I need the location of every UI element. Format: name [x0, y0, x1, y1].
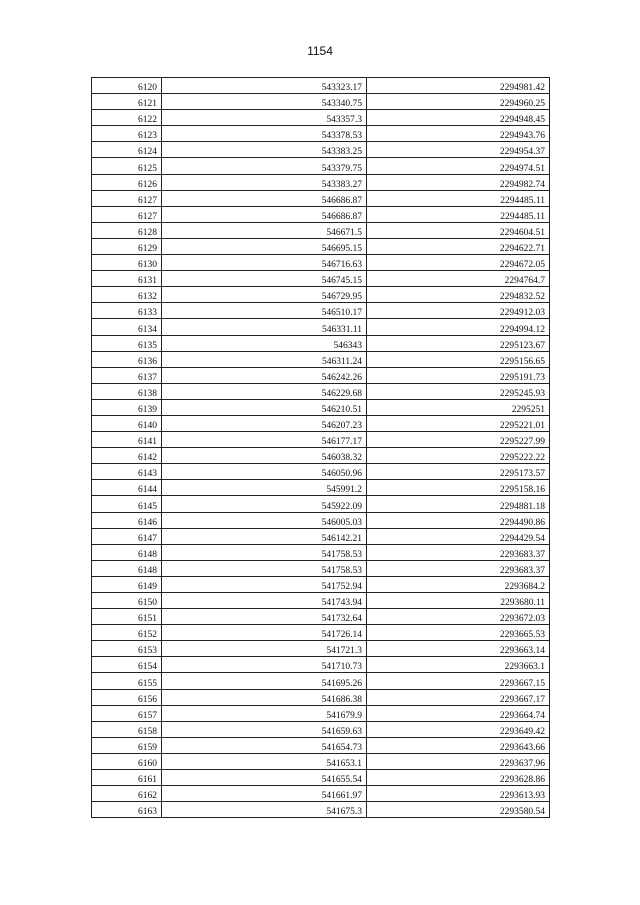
point-number-cell: 6162 — [92, 786, 162, 802]
x-coordinate-cell: 541752.94 — [162, 576, 367, 592]
x-coordinate-cell: 543340.75 — [162, 94, 367, 110]
y-coordinate-cell: 2295245.93 — [367, 383, 550, 399]
table-row — [92, 786, 550, 802]
table-row — [92, 335, 550, 351]
point-number-cell: 6147 — [92, 528, 162, 544]
table-row — [92, 319, 550, 335]
point-number-cell: 6131 — [92, 271, 162, 287]
x-coordinate-cell: 543383.27 — [162, 174, 367, 190]
table-row — [92, 737, 550, 753]
y-coordinate-cell: 2295123.67 — [367, 335, 550, 351]
table-row — [92, 480, 550, 496]
x-coordinate-cell: 545991.2 — [162, 480, 367, 496]
table-row — [92, 110, 550, 126]
y-coordinate-cell: 2294429.54 — [367, 528, 550, 544]
y-coordinate-cell: 2294974.51 — [367, 158, 550, 174]
point-number-cell: 6138 — [92, 383, 162, 399]
coordinates-table — [91, 77, 550, 818]
y-coordinate-cell: 2293613.93 — [367, 786, 550, 802]
table-row — [92, 190, 550, 206]
point-number-cell: 6134 — [92, 319, 162, 335]
point-number-cell: 6136 — [92, 351, 162, 367]
point-number-cell: 6144 — [92, 480, 162, 496]
point-number-cell: 6127 — [92, 190, 162, 206]
table-row — [92, 432, 550, 448]
point-number-cell: 6125 — [92, 158, 162, 174]
table-row — [92, 303, 550, 319]
table-row — [92, 705, 550, 721]
table-row — [92, 415, 550, 431]
x-coordinate-cell: 546331.11 — [162, 319, 367, 335]
table-row — [92, 657, 550, 673]
table-row — [92, 158, 550, 174]
table-row — [92, 689, 550, 705]
x-coordinate-cell: 546716.63 — [162, 255, 367, 271]
point-number-cell: 6129 — [92, 238, 162, 254]
point-number-cell: 6133 — [92, 303, 162, 319]
table-row — [92, 94, 550, 110]
y-coordinate-cell: 2294954.37 — [367, 142, 550, 158]
point-number-cell: 6148 — [92, 560, 162, 576]
point-number-cell: 6150 — [92, 593, 162, 609]
x-coordinate-cell: 541726.14 — [162, 625, 367, 641]
table-row — [92, 721, 550, 737]
point-number-cell: 6121 — [92, 94, 162, 110]
x-coordinate-cell: 541655.54 — [162, 770, 367, 786]
table-row — [92, 609, 550, 625]
x-coordinate-cell: 541743.94 — [162, 593, 367, 609]
point-number-cell: 6156 — [92, 689, 162, 705]
point-number-cell: 6124 — [92, 142, 162, 158]
y-coordinate-cell: 2294948.45 — [367, 110, 550, 126]
x-coordinate-cell: 546050.96 — [162, 464, 367, 480]
y-coordinate-cell: 2293683.37 — [367, 544, 550, 560]
x-coordinate-cell: 546177.17 — [162, 432, 367, 448]
point-number-cell: 6141 — [92, 432, 162, 448]
table-row — [92, 238, 550, 254]
x-coordinate-cell: 546695.15 — [162, 238, 367, 254]
table-row — [92, 753, 550, 769]
x-coordinate-cell: 543323.17 — [162, 78, 367, 94]
y-coordinate-cell: 2293628.86 — [367, 770, 550, 786]
point-number-cell: 6151 — [92, 609, 162, 625]
point-number-cell: 6149 — [92, 576, 162, 592]
table-row — [92, 528, 550, 544]
y-coordinate-cell: 2293665.53 — [367, 625, 550, 641]
table-row — [92, 367, 550, 383]
table-row — [92, 255, 550, 271]
point-number-cell: 6163 — [92, 802, 162, 818]
table-row — [92, 673, 550, 689]
table-row — [92, 206, 550, 222]
point-number-cell: 6128 — [92, 222, 162, 238]
y-coordinate-cell: 2293683.37 — [367, 560, 550, 576]
y-coordinate-cell: 2293664.74 — [367, 705, 550, 721]
x-coordinate-cell: 541679.9 — [162, 705, 367, 721]
table-row — [92, 174, 550, 190]
x-coordinate-cell: 546207.23 — [162, 415, 367, 431]
y-coordinate-cell: 2294764.7 — [367, 271, 550, 287]
x-coordinate-cell: 546343 — [162, 335, 367, 351]
x-coordinate-cell: 541675.3 — [162, 802, 367, 818]
point-number-cell: 6126 — [92, 174, 162, 190]
x-coordinate-cell: 546142.21 — [162, 528, 367, 544]
x-coordinate-cell: 541732.64 — [162, 609, 367, 625]
table-row — [92, 222, 550, 238]
y-coordinate-cell: 2294490.86 — [367, 512, 550, 528]
x-coordinate-cell: 541758.53 — [162, 544, 367, 560]
table-row — [92, 496, 550, 512]
y-coordinate-cell: 2293667.17 — [367, 689, 550, 705]
point-number-cell: 6130 — [92, 255, 162, 271]
y-coordinate-cell: 2295221.01 — [367, 415, 550, 431]
point-number-cell: 6153 — [92, 641, 162, 657]
x-coordinate-cell: 543378.53 — [162, 126, 367, 142]
table-row — [92, 641, 550, 657]
table-row — [92, 625, 550, 641]
table-row — [92, 544, 550, 560]
point-number-cell: 6122 — [92, 110, 162, 126]
x-coordinate-cell: 546311.24 — [162, 351, 367, 367]
x-coordinate-cell: 546729.95 — [162, 287, 367, 303]
table-row — [92, 351, 550, 367]
y-coordinate-cell: 2294622.71 — [367, 238, 550, 254]
y-coordinate-cell: 2295158.16 — [367, 480, 550, 496]
y-coordinate-cell: 2294994.12 — [367, 319, 550, 335]
x-coordinate-cell: 546229.68 — [162, 383, 367, 399]
x-coordinate-cell: 541659.63 — [162, 721, 367, 737]
y-coordinate-cell: 2293680.11 — [367, 593, 550, 609]
y-coordinate-cell: 2294485.11 — [367, 190, 550, 206]
y-coordinate-cell: 2295251 — [367, 399, 550, 415]
x-coordinate-cell: 546005.03 — [162, 512, 367, 528]
point-number-cell: 6160 — [92, 753, 162, 769]
y-coordinate-cell: 2293637.96 — [367, 753, 550, 769]
x-coordinate-cell: 546038.32 — [162, 448, 367, 464]
y-coordinate-cell: 2295222.22 — [367, 448, 550, 464]
table-row — [92, 142, 550, 158]
table-row — [92, 126, 550, 142]
point-number-cell: 6120 — [92, 78, 162, 94]
point-number-cell: 6161 — [92, 770, 162, 786]
x-coordinate-cell: 541686.38 — [162, 689, 367, 705]
table-row — [92, 802, 550, 818]
table-row — [92, 560, 550, 576]
point-number-cell: 6159 — [92, 737, 162, 753]
y-coordinate-cell: 2293643.66 — [367, 737, 550, 753]
point-number-cell: 6148 — [92, 544, 162, 560]
x-coordinate-cell: 541661.97 — [162, 786, 367, 802]
table-row — [92, 78, 550, 94]
point-number-cell: 6140 — [92, 415, 162, 431]
point-number-cell: 6146 — [92, 512, 162, 528]
table-row — [92, 512, 550, 528]
y-coordinate-cell: 2294981.42 — [367, 78, 550, 94]
y-coordinate-cell: 2294485.11 — [367, 206, 550, 222]
x-coordinate-cell: 543383.25 — [162, 142, 367, 158]
y-coordinate-cell: 2294982.74 — [367, 174, 550, 190]
table-row — [92, 593, 550, 609]
page-number: 1154 — [307, 44, 333, 58]
x-coordinate-cell: 541758.53 — [162, 560, 367, 576]
x-coordinate-cell: 543379.75 — [162, 158, 367, 174]
x-coordinate-cell: 541654.73 — [162, 737, 367, 753]
y-coordinate-cell: 2293663.14 — [367, 641, 550, 657]
table-row — [92, 464, 550, 480]
y-coordinate-cell: 2293667.15 — [367, 673, 550, 689]
y-coordinate-cell: 2294943.76 — [367, 126, 550, 142]
point-number-cell: 6152 — [92, 625, 162, 641]
point-number-cell: 6135 — [92, 335, 162, 351]
y-coordinate-cell: 2294672.05 — [367, 255, 550, 271]
y-coordinate-cell: 2295173.57 — [367, 464, 550, 480]
x-coordinate-cell: 541710.73 — [162, 657, 367, 673]
x-coordinate-cell: 541721.3 — [162, 641, 367, 657]
y-coordinate-cell: 2293672.03 — [367, 609, 550, 625]
table-row — [92, 383, 550, 399]
table-row — [92, 770, 550, 786]
point-number-cell: 6154 — [92, 657, 162, 673]
point-number-cell: 6137 — [92, 367, 162, 383]
point-number-cell: 6142 — [92, 448, 162, 464]
y-coordinate-cell: 2293663.1 — [367, 657, 550, 673]
table-row — [92, 448, 550, 464]
point-number-cell: 6155 — [92, 673, 162, 689]
x-coordinate-cell: 546510.17 — [162, 303, 367, 319]
y-coordinate-cell: 2294832.52 — [367, 287, 550, 303]
x-coordinate-cell: 546210.51 — [162, 399, 367, 415]
x-coordinate-cell: 541695.26 — [162, 673, 367, 689]
x-coordinate-cell: 546686.87 — [162, 190, 367, 206]
point-number-cell: 6157 — [92, 705, 162, 721]
point-number-cell: 6145 — [92, 496, 162, 512]
point-number-cell: 6123 — [92, 126, 162, 142]
y-coordinate-cell: 2294960.25 — [367, 94, 550, 110]
y-coordinate-cell: 2295191.73 — [367, 367, 550, 383]
table-row — [92, 287, 550, 303]
table-row — [92, 271, 550, 287]
table-row — [92, 576, 550, 592]
point-number-cell: 6158 — [92, 721, 162, 737]
x-coordinate-cell: 541653.1 — [162, 753, 367, 769]
x-coordinate-cell: 545922.09 — [162, 496, 367, 512]
y-coordinate-cell: 2295227.99 — [367, 432, 550, 448]
y-coordinate-cell: 2293580.54 — [367, 802, 550, 818]
y-coordinate-cell: 2294881.18 — [367, 496, 550, 512]
coordinates-table-body — [92, 78, 550, 818]
x-coordinate-cell: 546686.87 — [162, 206, 367, 222]
y-coordinate-cell: 2295156.65 — [367, 351, 550, 367]
table-row — [92, 399, 550, 415]
point-number-cell: 6127 — [92, 206, 162, 222]
point-number-cell: 6139 — [92, 399, 162, 415]
x-coordinate-cell: 546242.26 — [162, 367, 367, 383]
y-coordinate-cell: 2293649.42 — [367, 721, 550, 737]
y-coordinate-cell: 2294912.03 — [367, 303, 550, 319]
point-number-cell: 6143 — [92, 464, 162, 480]
y-coordinate-cell: 2294604.51 — [367, 222, 550, 238]
y-coordinate-cell: 2293684.2 — [367, 576, 550, 592]
x-coordinate-cell: 546671.5 — [162, 222, 367, 238]
point-number-cell: 6132 — [92, 287, 162, 303]
x-coordinate-cell: 543357.3 — [162, 110, 367, 126]
x-coordinate-cell: 546745.15 — [162, 271, 367, 287]
